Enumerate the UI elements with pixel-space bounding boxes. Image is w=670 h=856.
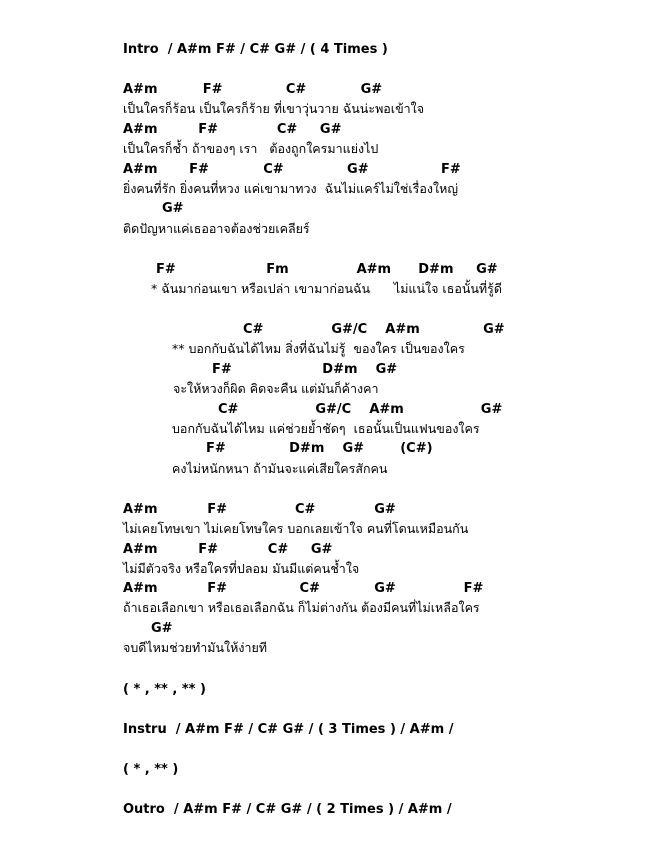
verse1-chord-line-1: A#m F# C# G# — [123, 82, 383, 97]
chorus-lyric-line-1: ** บอกกับฉันได้ไหม สิ่งที่ฉันไม่รู้ ของใคร เป็นของใคร — [172, 341, 465, 356]
verse2-lyric-line-3: ถ้าเธอเลือกเขา หรือเธอเลือกฉัน ก็ไม่ต่างกัน ต้องมีคนที่ไม่เหลือใคร — [123, 600, 480, 615]
verse1-chord-line-2: A#m F# C# G# — [123, 122, 342, 137]
chorus-lyric-line-2: จะให้หวงก็ผิด คิดจะคืน แต่มันก็ค้างคา — [173, 381, 379, 396]
verse1-chord-line-4: G# — [162, 201, 184, 216]
verse2-lyric-line-4: จบดีไหมช่วยทำมันให้ง่ายที — [123, 640, 268, 655]
chorus-chord-line-3: C# G#/C A#m G# — [218, 402, 503, 417]
verse2-chord-line-4: G# — [151, 621, 173, 636]
verse1-lyric-line-3: ยิ่งคนที่รัก ยิ่งคนที่หวง แค่เขามาทวง ฉันไม่แคร์ไม่ใช่เรื่องใหญ่ — [123, 181, 458, 196]
repeat-marker-2: ( * , ** ) — [123, 762, 179, 777]
chorus-chord-line-1: C# G#/C A#m G# — [243, 322, 505, 337]
verse2-lyric-line-1: ไม่เคยโทษเขา ไม่เคยโทษใคร บอกเลยเข้าใจ คนที่โดนเหมือนกัน — [123, 521, 469, 536]
verse2-lyric-line-2: ไม่มีตัวจริง หรือใครที่ปลอม มันมีแต่คนช้ำใจ — [123, 561, 360, 576]
intro-line: Intro / A#m F# / C# G# / ( 4 Times ) — [123, 42, 388, 57]
verse1-lyric-line-1: เป็นใครก็ร้อน เป็นใครก็ร้าย ที่เขาวุ่นวาย ฉันน่ะพอเข้าใจ — [123, 101, 425, 116]
outro-line: Outro / A#m F# / C# G# / ( 2 Times ) / A#m / — [123, 802, 452, 817]
pre-chorus-chord-line: F# Fm A#m D#m G# — [156, 262, 498, 277]
chorus-chord-line-2: F# D#m G# — [212, 362, 398, 377]
chorus-lyric-line-4: คงไม่หนักหนา ถ้ามันจะแค่เสียใครสักคน — [172, 461, 388, 476]
chorus-lyric-line-3: บอกกับฉันได้ไหม แค่ช่วยย้ำชัดๆ เธอนั้นเป็นแฟนของใคร — [172, 421, 480, 436]
instrumental-line: Instru / A#m F# / C# G# / ( 3 Times ) / A#m / — [123, 722, 454, 737]
pre-chorus-lyric-line: * ฉันมาก่อนเขา หรือเปล่า เขามาก่อนฉัน ไม่แน่ใจ เธอนั้นที่รู้ดี — [151, 281, 503, 296]
verse2-chord-line-2: A#m F# C# G# — [123, 542, 333, 557]
verse1-lyric-line-2: เป็นใครก็ช้ำ ถ้าของๆ เรา ต้องถูกใครมาแย่งไป — [123, 141, 379, 156]
verse1-chord-line-3: A#m F# C# G# F# — [123, 162, 461, 177]
repeat-marker-1: ( * , ** , ** ) — [123, 682, 206, 697]
verse2-chord-line-1: A#m F# C# G# — [123, 502, 396, 517]
chorus-chord-line-4: F# D#m G# (C#) — [206, 441, 433, 456]
verse2-chord-line-3: A#m F# C# G# F# — [123, 581, 484, 596]
verse1-lyric-line-4: ติดปัญหาแค่เธออาจต้องช่วยเคลียร์ — [123, 221, 310, 236]
